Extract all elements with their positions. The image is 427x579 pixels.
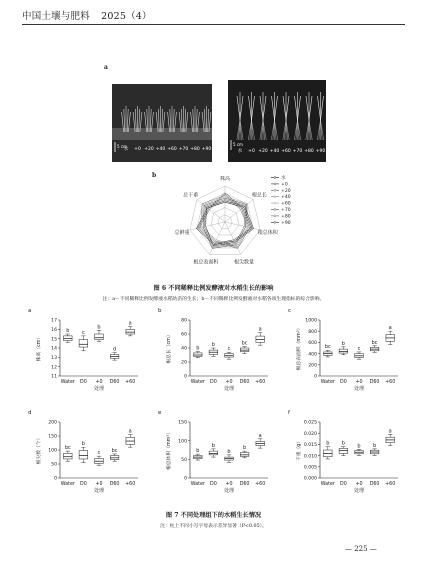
significance-letter: a (128, 428, 132, 435)
radar-legend-marker (274, 221, 276, 223)
photo-left-treatment-label: +80 (190, 147, 200, 152)
x-tick-label: Water (190, 380, 205, 385)
box-iqr (95, 334, 104, 340)
radar-legend-marker (274, 177, 276, 179)
y-tick-label: 80 (181, 318, 187, 324)
y-tick-label: 0 (54, 476, 57, 482)
boxplot-panel-c (288, 308, 398, 392)
photo-right-treatment-label: +70 (292, 149, 303, 154)
significance-letter: b (326, 440, 330, 447)
y-tick-label: 0.025 (303, 420, 317, 426)
y-tick-label: 13 (51, 356, 57, 362)
y-tick-label: 0 (184, 476, 187, 482)
significance-letter: a (388, 428, 392, 435)
significance-letter: b (373, 442, 377, 449)
significance-letter: b (341, 440, 345, 447)
y-tick-label: 12 (51, 365, 57, 371)
x-tick-label: +0 (225, 482, 233, 487)
radar-legend-label: +90 (281, 220, 291, 226)
y-tick-label: 15 (51, 337, 57, 343)
x-tick-label: D60 (369, 380, 380, 385)
y-tick-label: 150 (48, 434, 57, 440)
x-tick-label: +60 (255, 482, 266, 487)
significance-letter: b (66, 328, 70, 334)
photo-right-treatment-label: +80 (304, 149, 314, 154)
radar-legend-label: +60 (281, 201, 291, 207)
significance-letter: b (357, 443, 361, 450)
x-axis-label: 处理 (353, 386, 365, 392)
boxplot-panel-label: c (288, 308, 292, 314)
box-iqr (209, 451, 218, 455)
y-tick-label: 50 (51, 462, 57, 468)
page-number: — 225 — (345, 545, 377, 553)
significance-letter: b (227, 448, 231, 455)
photo-left-treatment-label: +60 (167, 147, 177, 152)
y-tick-label: 100 (48, 448, 57, 454)
radar-axis-label: 总鲜重 (174, 229, 190, 236)
seedling-photo-left-art (112, 84, 212, 162)
x-tick-label: D0 (80, 380, 87, 385)
y-tick-label: 60 (181, 332, 187, 338)
radar-axis-label: 株高 (219, 176, 231, 183)
x-axis-label: 处理 (353, 488, 365, 494)
box-iqr (194, 353, 203, 357)
x-axis-label: 处理 (223, 386, 235, 392)
y-tick-label: 0.000 (303, 476, 317, 482)
boxplot-panel-a (28, 308, 138, 392)
photo-left-treatment-label: +40 (155, 147, 166, 152)
y-axis-label: 根总表面积（mm²） (297, 325, 302, 371)
fig6-panel-a-label: a (104, 64, 108, 71)
radar-legend-label: 水 (281, 176, 286, 181)
photo-right-treatment-label: +40 (269, 149, 280, 154)
radar-axis-label: 根总体积 (257, 229, 278, 236)
significance-letter: bc (64, 445, 71, 452)
y-tick-label: 0.015 (303, 443, 317, 449)
y-tick-label: 1000 (305, 318, 317, 324)
fig6-note: 注：a－不同稀释比例发酵液水稻幼苗的生长；b－不同稀释比例发酵液对水稻各项生理指标的综合影响。 (102, 297, 325, 302)
significance-letter: c (82, 329, 85, 336)
y-tick-label: 14 (51, 346, 57, 352)
seedling-photo-left (112, 84, 212, 162)
box-iqr (79, 340, 88, 347)
fig7-caption: 图 7 不同处理组下的水稻生长情况 (165, 512, 262, 519)
x-tick-label: +60 (385, 380, 396, 385)
boxplot-panel-e (158, 410, 268, 494)
significance-letter: bc (371, 339, 378, 346)
photo-right-treatment-label: +0 (248, 149, 255, 154)
fig6-caption: 图 6 不同稀释比例发酵液对水稻生长的影响 (153, 285, 274, 292)
radar-legend-label: +40 (281, 195, 291, 201)
significance-letter: bc (241, 340, 248, 347)
photo-left-treatment-label: +90 (201, 147, 212, 152)
boxplot-panel-label: d (28, 410, 32, 416)
x-tick-label: +60 (125, 482, 136, 487)
boxplot-panel-label: e (158, 410, 162, 416)
journal-name: 中国土壤与肥料 (22, 11, 90, 22)
box-iqr (79, 451, 88, 459)
box-iqr (64, 336, 73, 341)
radar-axis-label: 根尖数量 (234, 259, 255, 266)
x-tick-label: D0 (340, 380, 347, 385)
y-tick-label: 0 (184, 374, 187, 380)
boxplot-panel-d (28, 410, 138, 494)
x-tick-label: D60 (239, 482, 250, 487)
significance-letter: bc (324, 344, 331, 351)
y-tick-label: 50 (181, 458, 187, 464)
x-tick-label: Water (60, 380, 75, 385)
x-axis-label: 处理 (93, 488, 105, 494)
journal-header (22, 8, 152, 22)
scale-bar-right-label: 5 cm (233, 142, 243, 147)
significance-letter: b (243, 445, 247, 452)
significance-letter: c (357, 345, 361, 352)
y-axis-label: 根总长（cm） (167, 332, 172, 364)
y-tick-label: 20 (181, 360, 187, 366)
radar-legend-marker (274, 202, 276, 204)
radar-legend-marker (274, 215, 276, 217)
radar-legend-marker (274, 183, 276, 185)
photo-right-treatment-label: +20 (258, 149, 268, 154)
significance-letter: c (97, 450, 101, 457)
radar-legend-marker (274, 209, 276, 211)
photo-right-treatment-label: +90 (315, 149, 326, 154)
y-tick-label: 11 (51, 374, 57, 380)
y-axis-label: 根尖数（个） (37, 435, 42, 465)
photo-right-treatment-label: 水 (237, 149, 243, 154)
x-tick-label: +0 (95, 482, 103, 487)
x-axis-label: 处理 (223, 488, 235, 494)
photo-left-treatment-label: +20 (144, 147, 154, 152)
y-tick-label: 150 (178, 420, 187, 426)
fig6-panel-b-label: b (152, 172, 157, 179)
y-tick-label: 100 (178, 439, 187, 445)
radar-spoke (209, 222, 225, 254)
significance-letter: b (97, 324, 101, 331)
y-tick-label: 0.010 (303, 454, 317, 460)
y-tick-label: 200 (48, 420, 57, 426)
significance-letter: d (113, 346, 117, 353)
x-tick-label: +60 (125, 380, 136, 385)
y-tick-label: 0 (314, 374, 317, 380)
boxplot-panel-label: f (288, 410, 290, 416)
x-tick-label: D60 (109, 482, 120, 487)
significance-letter: b (211, 442, 215, 449)
box-iqr (126, 329, 135, 334)
y-tick-label: 17 (51, 318, 57, 324)
x-tick-label: Water (190, 482, 205, 487)
photo-left-treatment-label: +0 (134, 147, 141, 152)
x-tick-label: +60 (255, 380, 266, 385)
boxplot-panel-f (288, 410, 398, 494)
radar-axis-label: 根总长 (251, 192, 267, 199)
radar-legend-label: +70 (281, 208, 291, 213)
significance-letter: b (196, 448, 200, 455)
y-tick-label: 16 (51, 328, 57, 334)
box-iqr (64, 453, 73, 459)
y-tick-label: 800 (308, 329, 317, 335)
x-tick-label: D60 (369, 482, 380, 487)
x-tick-label: Water (320, 482, 335, 487)
x-tick-label: D0 (210, 482, 217, 487)
fig7-note: 注：柱上不同小写字母表示差异显著（P<0.05）。 (160, 524, 267, 529)
y-tick-label: 600 (308, 341, 317, 347)
radar-legend-marker (274, 196, 276, 198)
y-tick-label: 400 (308, 352, 317, 358)
seedling-photo-right-art (228, 80, 326, 162)
significance-letter: bc (111, 447, 118, 454)
boxplot-panel-label: a (28, 308, 32, 314)
x-tick-label: D60 (109, 380, 120, 385)
y-axis-label: 根总体积（mm³） (167, 429, 172, 471)
significance-letter: b (81, 441, 85, 448)
y-tick-label: 40 (181, 346, 187, 352)
significance-letter: a (258, 326, 262, 333)
photo-right-treatment-label: +60 (281, 149, 291, 154)
radar-axis-label: 根总表面积 (193, 259, 219, 266)
significance-letter: b (196, 345, 200, 352)
x-tick-label: +0 (355, 482, 363, 487)
x-tick-label: +0 (355, 380, 363, 385)
boxplot-panel-label: b (158, 308, 162, 314)
x-tick-label: +0 (95, 380, 103, 385)
fig7-boxplots (20, 306, 410, 506)
photo-left-treatment-label: +70 (178, 147, 189, 152)
radar-legend-label: +20 (281, 188, 291, 194)
y-tick-label: 0.020 (303, 431, 317, 437)
x-tick-label: D0 (210, 380, 217, 385)
x-axis-label: 处理 (93, 386, 105, 392)
x-tick-label: +60 (385, 482, 396, 487)
significance-letter: a (128, 320, 132, 327)
radar-legend (270, 174, 300, 230)
box-iqr (240, 453, 249, 457)
y-axis-label: 株高（cm） (37, 334, 42, 362)
significance-letter: c (227, 346, 231, 353)
header-rule (22, 24, 405, 25)
journal-issue: 2025（4） (101, 11, 152, 22)
x-tick-label: D0 (80, 482, 87, 487)
x-tick-label: D60 (239, 380, 250, 385)
y-axis-label: 干重（g） (297, 438, 302, 462)
significance-letter: a (388, 325, 392, 332)
x-tick-label: +0 (225, 380, 233, 385)
significance-letter: a (258, 432, 262, 439)
x-tick-label: Water (320, 380, 335, 385)
significance-letter: b (211, 342, 215, 348)
radar-legend-label: +80 (281, 214, 291, 220)
radar-legend-marker (274, 189, 276, 191)
seedling-photo-right (228, 80, 326, 162)
y-tick-label: 200 (308, 363, 317, 369)
x-tick-label: Water (60, 482, 75, 487)
boxplot-panel-b (158, 308, 268, 392)
scale-bar-left-label: 5 cm (117, 144, 127, 149)
radar-axis-label: 总干重 (183, 192, 199, 199)
photo-left-treatment-label: 水 (123, 147, 129, 152)
significance-letter: b (341, 340, 345, 347)
radar-legend-label: +0 (281, 182, 288, 188)
x-tick-label: D0 (340, 482, 347, 487)
y-tick-label: 0.005 (303, 465, 317, 471)
